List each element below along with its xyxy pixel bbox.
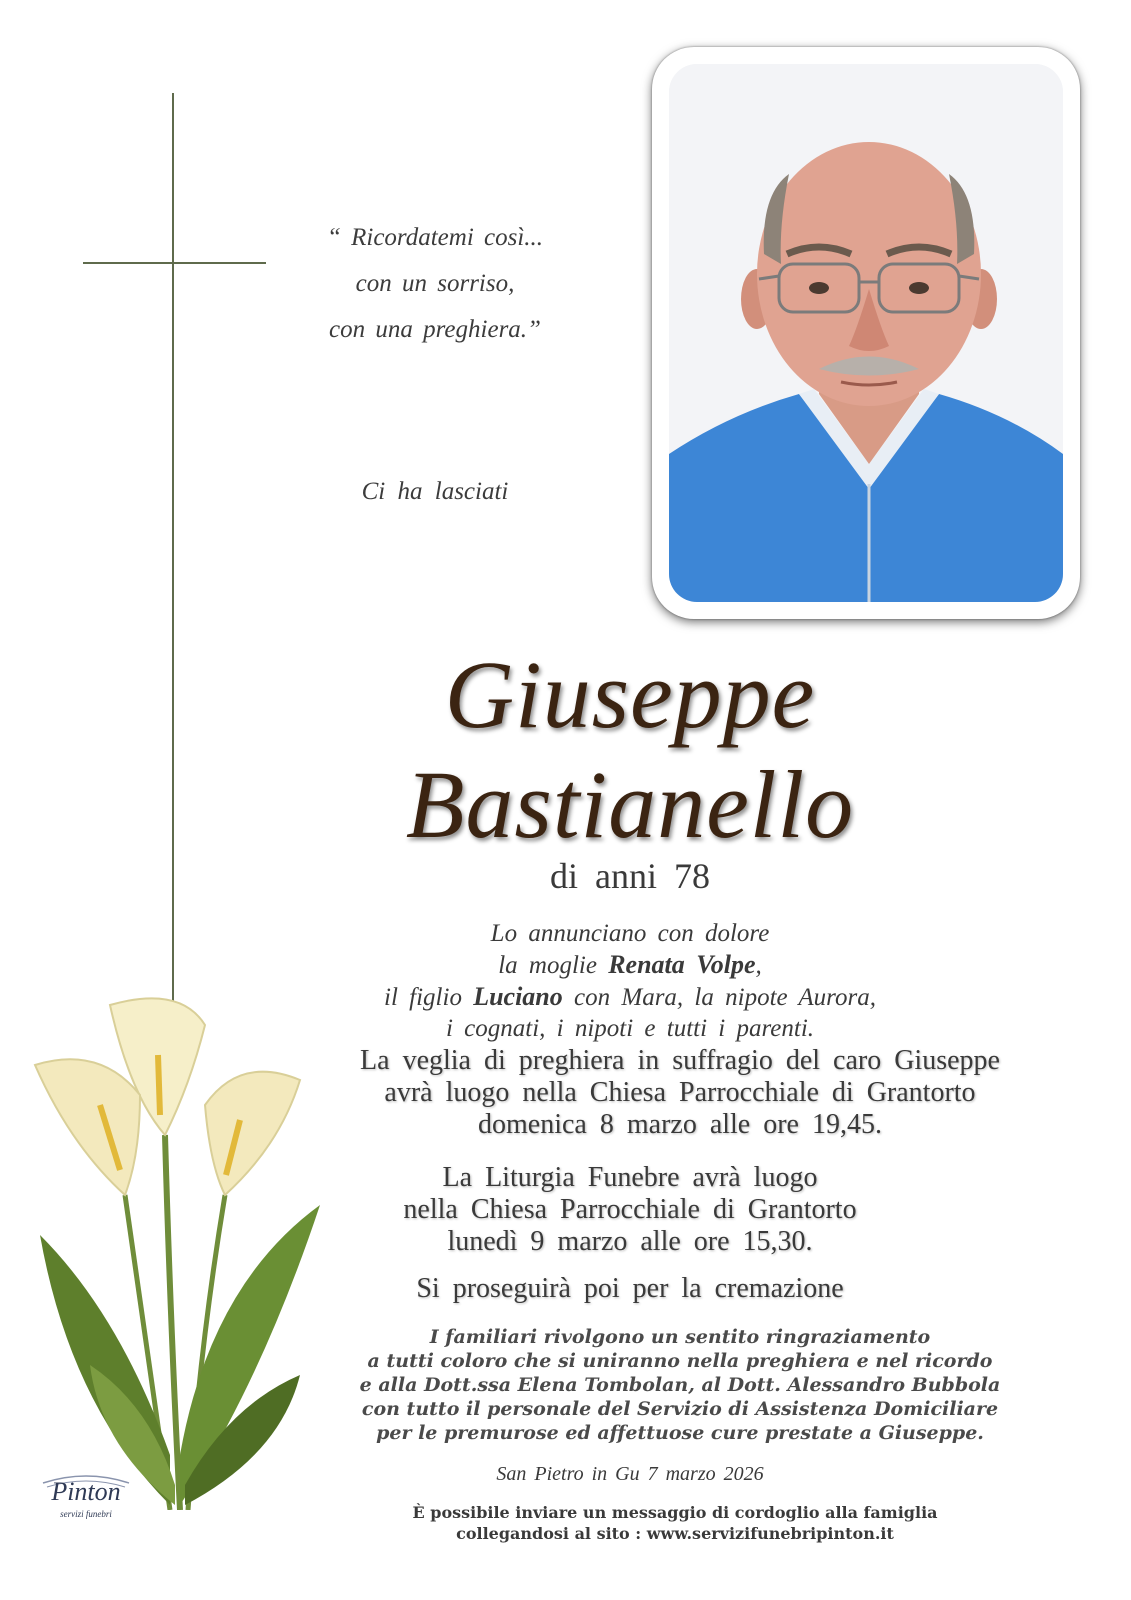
place-date: San Pietro in Gu 7 marzo 2026 xyxy=(496,1463,764,1485)
thanks-line: per le premurose ed affettuose cure prestate a Giuseppe. xyxy=(376,1422,984,1444)
announcement xyxy=(300,918,960,1044)
announcement-text: la moglie xyxy=(498,952,609,979)
funeral-info xyxy=(320,1162,940,1258)
portrait-photo xyxy=(669,64,1063,602)
vigil-line: domenica 8 marzo alle ore 19,45. xyxy=(478,1109,882,1140)
footer-condolence xyxy=(330,1502,1020,1544)
logo-subtitle: servizi funebri xyxy=(60,1509,112,1519)
footer-line: È possibile inviare un messaggio di cordoglio alla famiglia xyxy=(412,1503,938,1522)
deceased-first-name: Giuseppe xyxy=(444,641,816,748)
announcement-line: i cognati, i nipoti e tutti i parenti. xyxy=(445,1015,815,1042)
funeral-line: nella Chiesa Parrocchiale di Grantorto xyxy=(403,1194,857,1225)
funeral-line: La Liturgia Funebre avrà luogo xyxy=(442,1162,818,1193)
cremation-info: Si proseguirà poi per la cremazione xyxy=(416,1273,844,1304)
thanks-line: I familiari rivolgono un sentito ringraziamento xyxy=(429,1326,931,1348)
cross-vertical-bar xyxy=(172,93,174,1023)
quote-line: con un sorriso, xyxy=(355,270,515,297)
wife-name: Renata Volpe xyxy=(608,950,756,979)
vigil-line: La veglia di preghiera in suffragio del caro Giuseppe xyxy=(360,1045,1000,1076)
announcement-text: , xyxy=(755,952,762,979)
portrait-frame xyxy=(652,47,1080,619)
vigil-line: avrà luogo nella Chiesa Parrocchiale di Grantorto xyxy=(384,1077,976,1108)
thanks-line: a tutti coloro che si uniranno nella preghiera e nel ricordo xyxy=(367,1350,993,1372)
quote-line: con una preghiera.” xyxy=(329,316,541,343)
vigil-info xyxy=(310,1045,1050,1141)
announcement-text: il figlio xyxy=(384,984,474,1011)
cross-horizontal-bar xyxy=(83,262,266,264)
deceased-age: di anni 78 xyxy=(550,856,710,896)
thanks-line: e alla Dott.ssa Elena Tombolan, al Dott. Alessandro Bubbola xyxy=(359,1374,1001,1396)
thanks-message xyxy=(330,1325,1030,1445)
pinton-logo xyxy=(33,1471,139,1529)
son-name: Luciano xyxy=(473,982,563,1011)
portrait-illustration xyxy=(669,64,1063,602)
announcement-text: con Mara, la nipote Aurora, xyxy=(562,984,876,1011)
deceased-last-name: Bastianello xyxy=(405,751,855,858)
memorial-quote xyxy=(300,215,570,353)
announcement-line xyxy=(300,949,960,981)
announcement-line: Lo annunciano con dolore xyxy=(490,920,770,947)
footer-line: collegandosi al sito : www.servizifunebripinton.it xyxy=(456,1524,894,1543)
logo-name: Pinton xyxy=(51,1477,121,1506)
calla-lilies-illustration xyxy=(30,985,330,1510)
announcement-line xyxy=(300,981,960,1013)
thanks-line: con tutto il personale del Servizio di Assistenza Domiciliare xyxy=(361,1398,999,1420)
left-us-text: Ci ha lasciati xyxy=(361,478,509,505)
quote-line: “ Ricordatemi così... xyxy=(326,224,544,251)
funeral-line: lunedì 9 marzo alle ore 15,30. xyxy=(447,1226,813,1257)
